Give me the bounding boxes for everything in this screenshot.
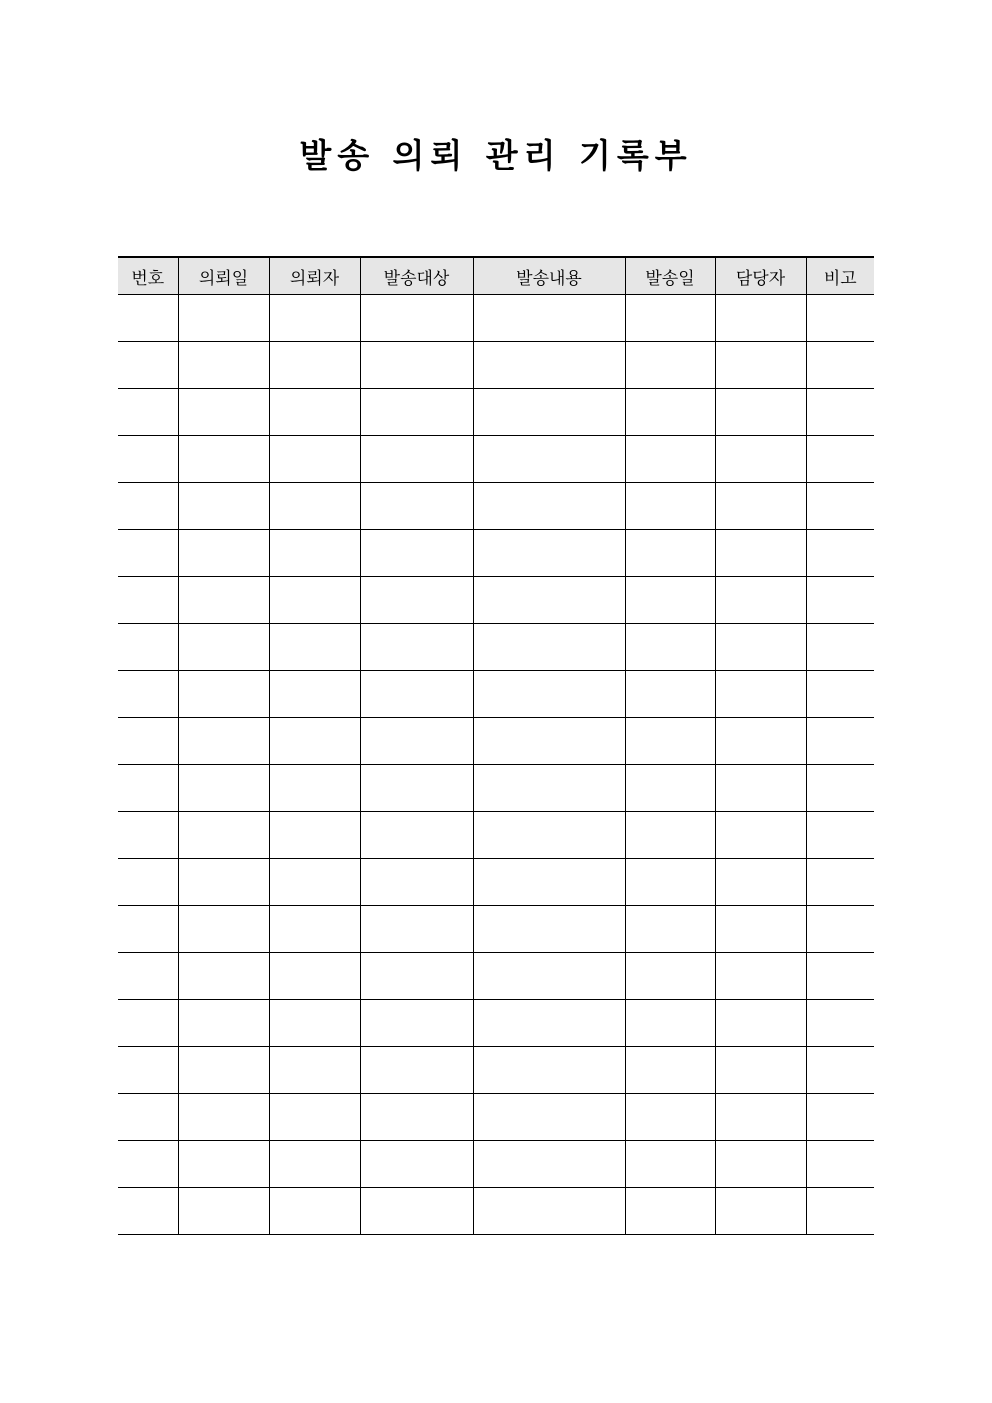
table-row — [118, 859, 874, 906]
table-cell[interactable] — [178, 483, 269, 530]
table-cell[interactable] — [715, 483, 806, 530]
table-cell[interactable] — [625, 906, 715, 953]
column-header-recipient: 발송대상 — [360, 257, 473, 295]
table-cell[interactable] — [625, 1094, 715, 1141]
table-cell[interactable] — [269, 295, 360, 342]
table-cell[interactable] — [715, 765, 806, 812]
table-cell[interactable] — [269, 577, 360, 624]
table-cell[interactable] — [625, 765, 715, 812]
table-cell[interactable] — [118, 906, 178, 953]
table-cell[interactable] — [269, 671, 360, 718]
table-row — [118, 765, 874, 812]
table-cell[interactable] — [118, 953, 178, 1000]
table-cell[interactable] — [806, 1188, 874, 1235]
column-header-remarks: 비고 — [806, 257, 874, 295]
table-row — [118, 577, 874, 624]
table-cell[interactable] — [118, 1094, 178, 1141]
table-cell[interactable] — [178, 577, 269, 624]
table-cell[interactable] — [360, 577, 473, 624]
table-cell[interactable] — [360, 483, 473, 530]
table-cell[interactable] — [625, 483, 715, 530]
table-cell[interactable] — [625, 436, 715, 483]
table-row — [118, 1000, 874, 1047]
table-cell[interactable] — [178, 1188, 269, 1235]
page-title: 발송 의뢰 관리 기록부 — [299, 136, 693, 175]
table-cell[interactable] — [625, 624, 715, 671]
table-cell[interactable] — [269, 765, 360, 812]
column-header-manager: 담당자 — [715, 257, 806, 295]
table-cell[interactable] — [360, 671, 473, 718]
column-header-send-date: 발송일 — [625, 257, 715, 295]
table-cell[interactable] — [625, 1000, 715, 1047]
table-cell[interactable] — [118, 812, 178, 859]
table-cell[interactable] — [360, 906, 473, 953]
table-cell[interactable] — [806, 671, 874, 718]
table-cell[interactable] — [473, 1094, 625, 1141]
table-row — [118, 389, 874, 436]
table-cell[interactable] — [118, 295, 178, 342]
table-cell[interactable] — [806, 295, 874, 342]
table-row — [118, 906, 874, 953]
table-row — [118, 1188, 874, 1235]
table-cell[interactable] — [178, 436, 269, 483]
table-cell[interactable] — [715, 624, 806, 671]
table-cell[interactable] — [178, 342, 269, 389]
table-cell[interactable] — [118, 1188, 178, 1235]
table-cell[interactable] — [715, 812, 806, 859]
table-cell[interactable] — [178, 765, 269, 812]
table-cell[interactable] — [118, 859, 178, 906]
table-cell[interactable] — [625, 577, 715, 624]
table-cell[interactable] — [806, 577, 874, 624]
table-cell[interactable] — [360, 718, 473, 765]
table-cell[interactable] — [625, 1188, 715, 1235]
table-cell[interactable] — [473, 953, 625, 1000]
column-header-request-date: 의뢰일 — [178, 257, 269, 295]
table-cell[interactable] — [178, 859, 269, 906]
table-cell[interactable] — [118, 389, 178, 436]
table-row — [118, 295, 874, 342]
table-cell[interactable] — [360, 1188, 473, 1235]
table-cell[interactable] — [715, 1000, 806, 1047]
table-cell[interactable] — [178, 906, 269, 953]
table-cell[interactable] — [360, 953, 473, 1000]
table-cell[interactable] — [473, 389, 625, 436]
table-cell[interactable] — [118, 624, 178, 671]
table-cell[interactable] — [118, 765, 178, 812]
table-header-row — [118, 257, 874, 295]
table-cell[interactable] — [473, 1141, 625, 1188]
table-cell[interactable] — [360, 1047, 473, 1094]
table-cell[interactable] — [473, 906, 625, 953]
table-cell[interactable] — [625, 342, 715, 389]
table-cell[interactable] — [178, 624, 269, 671]
table-cell[interactable] — [625, 953, 715, 1000]
table-cell[interactable] — [269, 436, 360, 483]
table-cell[interactable] — [269, 483, 360, 530]
table-cell[interactable] — [625, 718, 715, 765]
table-cell[interactable] — [178, 1141, 269, 1188]
table-cell[interactable] — [473, 577, 625, 624]
table-cell[interactable] — [625, 671, 715, 718]
table-cell[interactable] — [806, 436, 874, 483]
table-cell[interactable] — [625, 1141, 715, 1188]
table-cell[interactable] — [118, 342, 178, 389]
table-cell[interactable] — [473, 1047, 625, 1094]
table-cell[interactable] — [360, 859, 473, 906]
table-cell[interactable] — [360, 342, 473, 389]
table-cell[interactable] — [269, 859, 360, 906]
table-cell[interactable] — [269, 624, 360, 671]
table-cell[interactable] — [473, 1188, 625, 1235]
table-row — [118, 953, 874, 1000]
table-cell[interactable] — [269, 1094, 360, 1141]
table-cell[interactable] — [625, 1047, 715, 1094]
table-cell[interactable] — [473, 530, 625, 577]
table-cell[interactable] — [625, 530, 715, 577]
table-cell[interactable] — [473, 671, 625, 718]
table-cell[interactable] — [178, 1000, 269, 1047]
table-cell[interactable] — [360, 295, 473, 342]
table-cell[interactable] — [715, 1094, 806, 1141]
table-cell[interactable] — [269, 1188, 360, 1235]
table-row — [118, 436, 874, 483]
table-cell[interactable] — [715, 1141, 806, 1188]
table-cell[interactable] — [715, 389, 806, 436]
table-cell[interactable] — [473, 342, 625, 389]
table-cell[interactable] — [806, 342, 874, 389]
table-cell[interactable] — [178, 530, 269, 577]
table-cell[interactable] — [360, 1141, 473, 1188]
table-cell[interactable] — [806, 765, 874, 812]
table-cell[interactable] — [473, 1000, 625, 1047]
table-cell[interactable] — [473, 436, 625, 483]
table-cell[interactable] — [625, 389, 715, 436]
table-row — [118, 624, 874, 671]
table-row — [118, 1047, 874, 1094]
table-cell[interactable] — [178, 1047, 269, 1094]
column-header-number: 번호 — [118, 257, 178, 295]
table-cell[interactable] — [118, 1047, 178, 1094]
table-cell[interactable] — [806, 1000, 874, 1047]
table-cell[interactable] — [715, 1188, 806, 1235]
table-cell[interactable] — [715, 953, 806, 1000]
table-cell[interactable] — [360, 530, 473, 577]
table-cell[interactable] — [360, 624, 473, 671]
table-cell[interactable] — [178, 295, 269, 342]
table-cell[interactable] — [715, 718, 806, 765]
table-cell[interactable] — [118, 718, 178, 765]
table-cell[interactable] — [806, 1094, 874, 1141]
table-cell[interactable] — [118, 671, 178, 718]
column-header-requester: 의뢰자 — [269, 257, 360, 295]
table-cell[interactable] — [269, 906, 360, 953]
table-row — [118, 483, 874, 530]
table-cell[interactable] — [178, 718, 269, 765]
table-cell[interactable] — [473, 295, 625, 342]
table-cell[interactable] — [715, 342, 806, 389]
table-cell[interactable] — [806, 953, 874, 1000]
table-cell[interactable] — [473, 624, 625, 671]
table-cell[interactable] — [118, 530, 178, 577]
table-cell[interactable] — [715, 436, 806, 483]
table-cell[interactable] — [806, 624, 874, 671]
table-cell[interactable] — [269, 953, 360, 1000]
table-row — [118, 1141, 874, 1188]
dispatch-log-table — [118, 256, 874, 1235]
table-cell[interactable] — [715, 530, 806, 577]
table-cell[interactable] — [806, 483, 874, 530]
table-row — [118, 342, 874, 389]
table-cell[interactable] — [715, 577, 806, 624]
table-cell[interactable] — [806, 1047, 874, 1094]
table-cell[interactable] — [360, 1000, 473, 1047]
table-cell[interactable] — [806, 906, 874, 953]
table-cell[interactable] — [473, 812, 625, 859]
table-row — [118, 530, 874, 577]
table-cell[interactable] — [806, 812, 874, 859]
table-cell[interactable] — [178, 1094, 269, 1141]
table-cell[interactable] — [360, 765, 473, 812]
table-cell[interactable] — [360, 812, 473, 859]
table-cell[interactable] — [269, 1141, 360, 1188]
table-cell[interactable] — [473, 718, 625, 765]
table-cell[interactable] — [806, 389, 874, 436]
table-cell[interactable] — [715, 906, 806, 953]
table-row — [118, 812, 874, 859]
table-cell[interactable] — [178, 812, 269, 859]
table-cell[interactable] — [473, 859, 625, 906]
column-header-contents: 발송내용 — [473, 257, 625, 295]
table-cell[interactable] — [178, 671, 269, 718]
table-cell[interactable] — [360, 389, 473, 436]
table-cell[interactable] — [806, 530, 874, 577]
table-row — [118, 1094, 874, 1141]
table-cell[interactable] — [360, 436, 473, 483]
table-cell[interactable] — [473, 765, 625, 812]
table-cell[interactable] — [625, 859, 715, 906]
table-row — [118, 718, 874, 765]
table-row — [118, 671, 874, 718]
table-cell[interactable] — [715, 295, 806, 342]
table-cell[interactable] — [473, 483, 625, 530]
table-cell[interactable] — [269, 812, 360, 859]
table-cell[interactable] — [118, 483, 178, 530]
table-cell[interactable] — [269, 1000, 360, 1047]
table-cell[interactable] — [715, 859, 806, 906]
table-cell[interactable] — [269, 389, 360, 436]
table-cell[interactable] — [178, 389, 269, 436]
table-cell[interactable] — [178, 953, 269, 1000]
table-cell[interactable] — [806, 859, 874, 906]
table-cell[interactable] — [269, 530, 360, 577]
table-cell[interactable] — [269, 718, 360, 765]
table-cell[interactable] — [806, 718, 874, 765]
table-cell[interactable] — [715, 671, 806, 718]
table-cell[interactable] — [118, 1000, 178, 1047]
table-cell[interactable] — [360, 1094, 473, 1141]
table-cell[interactable] — [625, 295, 715, 342]
table-cell[interactable] — [269, 342, 360, 389]
table-cell[interactable] — [118, 1141, 178, 1188]
table-cell[interactable] — [806, 1141, 874, 1188]
table-cell[interactable] — [269, 1047, 360, 1094]
table-cell[interactable] — [118, 436, 178, 483]
table-cell[interactable] — [715, 1047, 806, 1094]
table-cell[interactable] — [118, 577, 178, 624]
table-cell[interactable] — [625, 812, 715, 859]
